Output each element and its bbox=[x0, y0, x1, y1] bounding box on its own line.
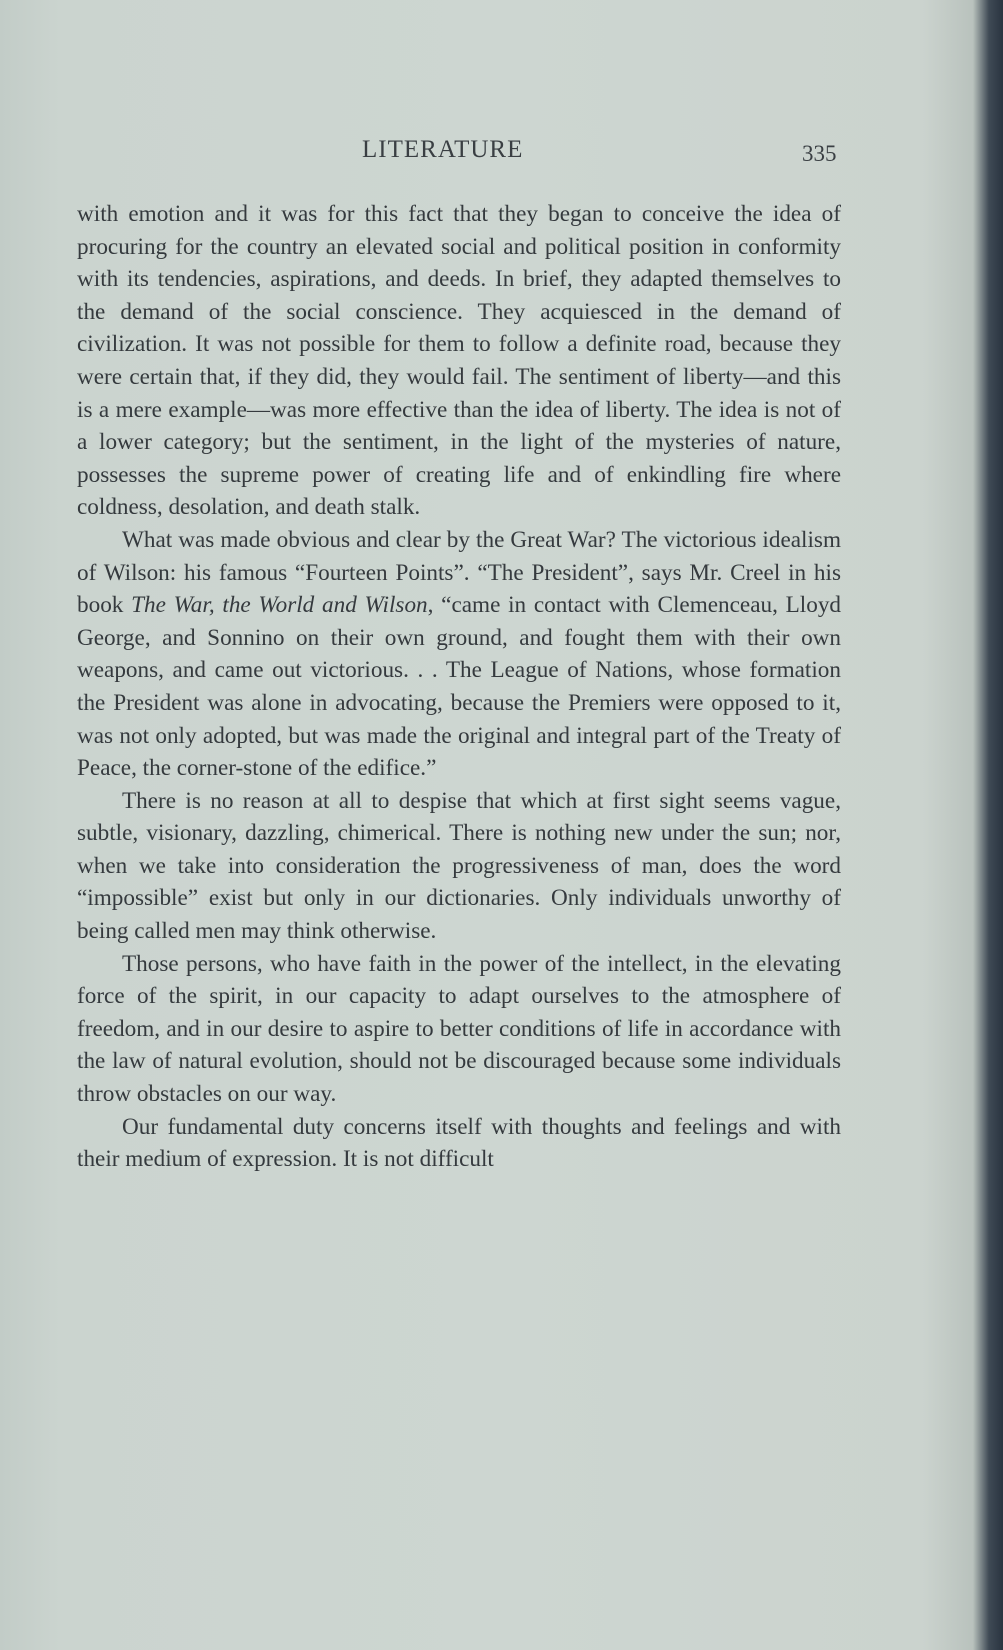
paragraph-2: What was made obvious and clear by the Great War? The victorious idealism of Wilson: his famous “Fourteen Points”. “The President”, says Mr. Creel in his book The War, the World and Wilson, “came in contact with Clemenceau, Lloyd George, and Sonnino on their own ground, and fought them with their own weapons, and came out victorious. . . The League of Nations, whose formation the President was alone in advocating, because the Premiers were opposed to it, was not only adopted, but was made the original and integral part of the Treaty of Peace, the corner-stone of the edifice.” bbox=[77, 526, 842, 782]
body-text bbox=[77, 198, 841, 1176]
paragraph-4: Those persons, who have faith in the power of the intellect, in the elevating force of the spirit, in our capacity to adapt ourselves to the atmosphere of freedom, and in our desire to aspire to better conditions of life in accordance with the law of natural evolution, should not be discouraged because some individuals throw obstacles on our way. bbox=[77, 950, 841, 1108]
book-title: The War, the World and Wilson bbox=[131, 592, 428, 619]
page-number: 335 bbox=[802, 141, 837, 166]
paragraph-3: There is no reason at all to despise that which at first sight seems vague, subtle, visionary, dazzling, chimerical. There is nothing new under the sun; nor, when we take into consideration the progressiveness of man, does the word “impossible” exist but only in our dictionaries. Only individuals unworthy of being called men may think otherwise. bbox=[77, 787, 841, 945]
paragraph-1: with emotion and it was for this fact that they began to conceive the idea of procuring for the country an elevated social and political position in conformity with its tendencies, aspirations, and deeds. In brief, they adapted themselves to the demand of the social conscience. They acquiesced in the demand of civilization. It was not possible for them to follow a definite road, because they were certain that, if they did, they would fail. The sentiment of liberty—and this is a mere example—was more effective than the idea of liberty. The idea is not of a lower category; but the sentiment, in the light of the mysteries of nature, possesses the supreme power of creating life and of enkindling fire where coldness, desolation, and death stalk. bbox=[77, 201, 841, 521]
page-header bbox=[0, 136, 1003, 172]
running-title: LITERATURE bbox=[362, 136, 524, 163]
paragraph-5: Our fundamental duty concerns itself with thoughts and feelings and with their medium of expression. It is not difficult bbox=[77, 1113, 841, 1173]
